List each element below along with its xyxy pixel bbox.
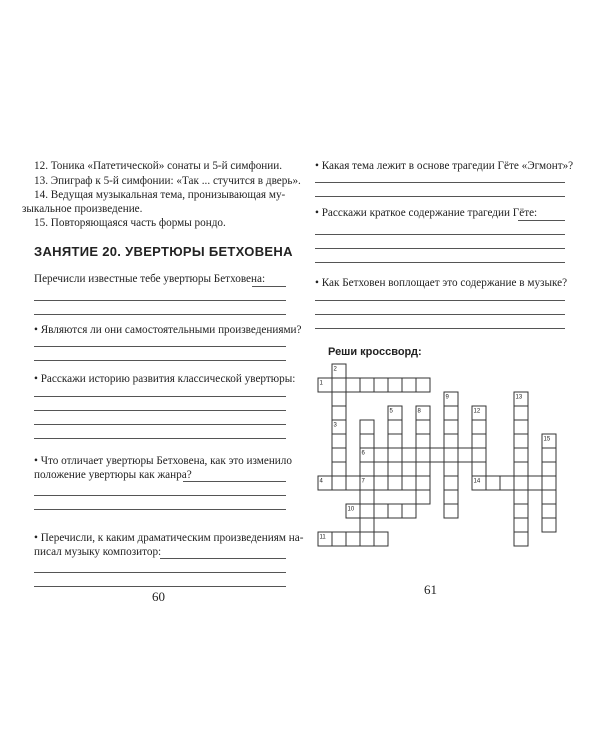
crossword-cell[interactable]: [374, 532, 388, 546]
question-text: • Что отличает увертюры Бетховена, как это изменило: [34, 455, 292, 467]
question-text: • Какая тема лежит в основе трагедии Гёте «Эгмонт»?: [315, 160, 574, 172]
crossword-cell[interactable]: [472, 420, 486, 434]
crossword-cell[interactable]: [514, 448, 528, 462]
crossword-clue-number: 7: [361, 478, 365, 485]
crossword-clue-number: 2: [333, 366, 337, 373]
crossword-cell[interactable]: [360, 518, 374, 532]
crossword-cell[interactable]: [332, 462, 346, 476]
crossword-cell[interactable]: [542, 504, 556, 518]
crossword-cell[interactable]: [402, 476, 416, 490]
crossword-cell[interactable]: [388, 434, 402, 448]
crossword-cell[interactable]: [514, 434, 528, 448]
crossword-cell[interactable]: [514, 518, 528, 532]
crossword-cell[interactable]: [332, 448, 346, 462]
question-text: • Расскажи историю развития классической увертюры:: [34, 373, 296, 385]
crossword-cell[interactable]: [444, 448, 458, 462]
list-item: зыкальное произведение.: [22, 203, 143, 215]
crossword-cell[interactable]: [514, 462, 528, 476]
crossword-cell[interactable]: [332, 378, 346, 392]
crossword-cell[interactable]: [514, 532, 528, 546]
crossword-clue-number: 12: [473, 408, 481, 415]
crossword-cell[interactable]: [444, 420, 458, 434]
crossword-cell[interactable]: [374, 448, 388, 462]
crossword-cell[interactable]: [332, 406, 346, 420]
crossword-cell[interactable]: [374, 504, 388, 518]
crossword-cell[interactable]: [346, 532, 360, 546]
crossword-title: Реши кроссворд:: [328, 346, 422, 358]
question-text: • Перечисли, к каким драматическим произведениям на-: [34, 532, 304, 544]
crossword-cell[interactable]: [416, 378, 430, 392]
crossword-cell[interactable]: [416, 462, 430, 476]
crossword-cell[interactable]: [472, 434, 486, 448]
crossword-cell[interactable]: [444, 476, 458, 490]
page-number: 61: [424, 582, 437, 597]
crossword-cell[interactable]: [332, 434, 346, 448]
crossword-cell[interactable]: [402, 448, 416, 462]
crossword-cell[interactable]: [430, 448, 444, 462]
crossword-cell[interactable]: [486, 476, 500, 490]
question-text: положение увертюры как жанра?: [34, 469, 192, 481]
list-item: 12. Тоника «Патетической» сонаты и 5-й симфонии.: [34, 160, 283, 172]
crossword-cell[interactable]: [360, 490, 374, 504]
crossword-clue-number: 14: [473, 478, 481, 485]
crossword-cell[interactable]: [332, 476, 346, 490]
crossword-cell[interactable]: [388, 448, 402, 462]
crossword-cell[interactable]: [542, 462, 556, 476]
crossword-cell[interactable]: [416, 448, 430, 462]
crossword-cell[interactable]: [444, 406, 458, 420]
list-item: 14. Ведущая музыкальная тема, пронизывающая му-: [34, 189, 286, 201]
crossword-cell[interactable]: [472, 462, 486, 476]
crossword-cell[interactable]: [374, 476, 388, 490]
crossword-cell[interactable]: [514, 406, 528, 420]
list-item: 15. Повторяющаяся часть формы рондо.: [34, 217, 226, 229]
crossword-clue-number: 5: [389, 408, 393, 415]
question-text: Перечисли известные тебе увертюры Бетховена:: [34, 273, 266, 285]
crossword-cell[interactable]: [528, 476, 542, 490]
crossword-cell[interactable]: [360, 378, 374, 392]
crossword-cell[interactable]: [458, 448, 472, 462]
crossword-cell[interactable]: [444, 504, 458, 518]
crossword-cell[interactable]: [360, 532, 374, 546]
crossword-clue-number: 15: [543, 436, 551, 443]
list-item: 13. Эпиграф к 5-й симфонии: «Так ... стучится в дверь».: [34, 175, 301, 187]
crossword-clue-number: 9: [445, 394, 449, 401]
crossword-cell[interactable]: [514, 504, 528, 518]
crossword-cell[interactable]: [388, 504, 402, 518]
crossword-cell[interactable]: [542, 518, 556, 532]
crossword-cell[interactable]: [444, 490, 458, 504]
crossword-clue-number: 3: [333, 422, 337, 429]
crossword-clue-number: 8: [417, 408, 421, 415]
crossword-cell[interactable]: [388, 476, 402, 490]
crossword-cell[interactable]: [346, 378, 360, 392]
crossword-cell[interactable]: [388, 378, 402, 392]
question-text: • Как Бетховен воплощает это содержание в музыке?: [315, 277, 568, 289]
crossword-clue-number: 10: [347, 506, 355, 513]
crossword-cell[interactable]: [514, 420, 528, 434]
crossword-cell[interactable]: [514, 490, 528, 504]
crossword-cell[interactable]: [542, 490, 556, 504]
crossword-clue-number: 11: [319, 534, 326, 541]
crossword-cell[interactable]: [500, 476, 514, 490]
crossword-cell[interactable]: [514, 476, 528, 490]
question-text: • Являются ли они самостоятельными произведениями?: [34, 324, 302, 336]
crossword-clue-number: 13: [515, 394, 523, 401]
crossword-cell[interactable]: [416, 434, 430, 448]
page-number: 60: [152, 589, 165, 604]
crossword-cell[interactable]: [332, 532, 346, 546]
question-text: • Расскажи краткое содержание трагедии Гёте:: [315, 207, 538, 219]
crossword-cell[interactable]: [416, 490, 430, 504]
crossword-cell[interactable]: [360, 462, 374, 476]
crossword-cell[interactable]: [388, 462, 402, 476]
crossword-cell[interactable]: [346, 476, 360, 490]
crossword-clue-number: 1: [319, 380, 323, 387]
crossword-cell[interactable]: [388, 420, 402, 434]
crossword-cell[interactable]: [416, 476, 430, 490]
lesson-heading: ЗАНЯТИЕ 20. УВЕРТЮРЫ БЕТХОВЕНА: [34, 244, 293, 259]
crossword-clue-number: 4: [319, 478, 323, 485]
crossword-cell[interactable]: [402, 504, 416, 518]
question-text: писал музыку композитор:: [34, 546, 162, 558]
crossword-cell[interactable]: [444, 462, 458, 476]
crossword-cell[interactable]: [360, 434, 374, 448]
crossword-cell[interactable]: [360, 420, 374, 434]
crossword-cell[interactable]: [542, 476, 556, 490]
crossword-cell[interactable]: [402, 378, 416, 392]
crossword-cell[interactable]: [332, 392, 346, 406]
crossword-clue-number: 6: [361, 450, 365, 457]
crossword-cell[interactable]: [360, 504, 374, 518]
crossword-cell[interactable]: [472, 448, 486, 462]
crossword-cell[interactable]: [374, 378, 388, 392]
crossword-cell[interactable]: [416, 420, 430, 434]
crossword-cell[interactable]: [542, 448, 556, 462]
crossword-cell[interactable]: [444, 434, 458, 448]
